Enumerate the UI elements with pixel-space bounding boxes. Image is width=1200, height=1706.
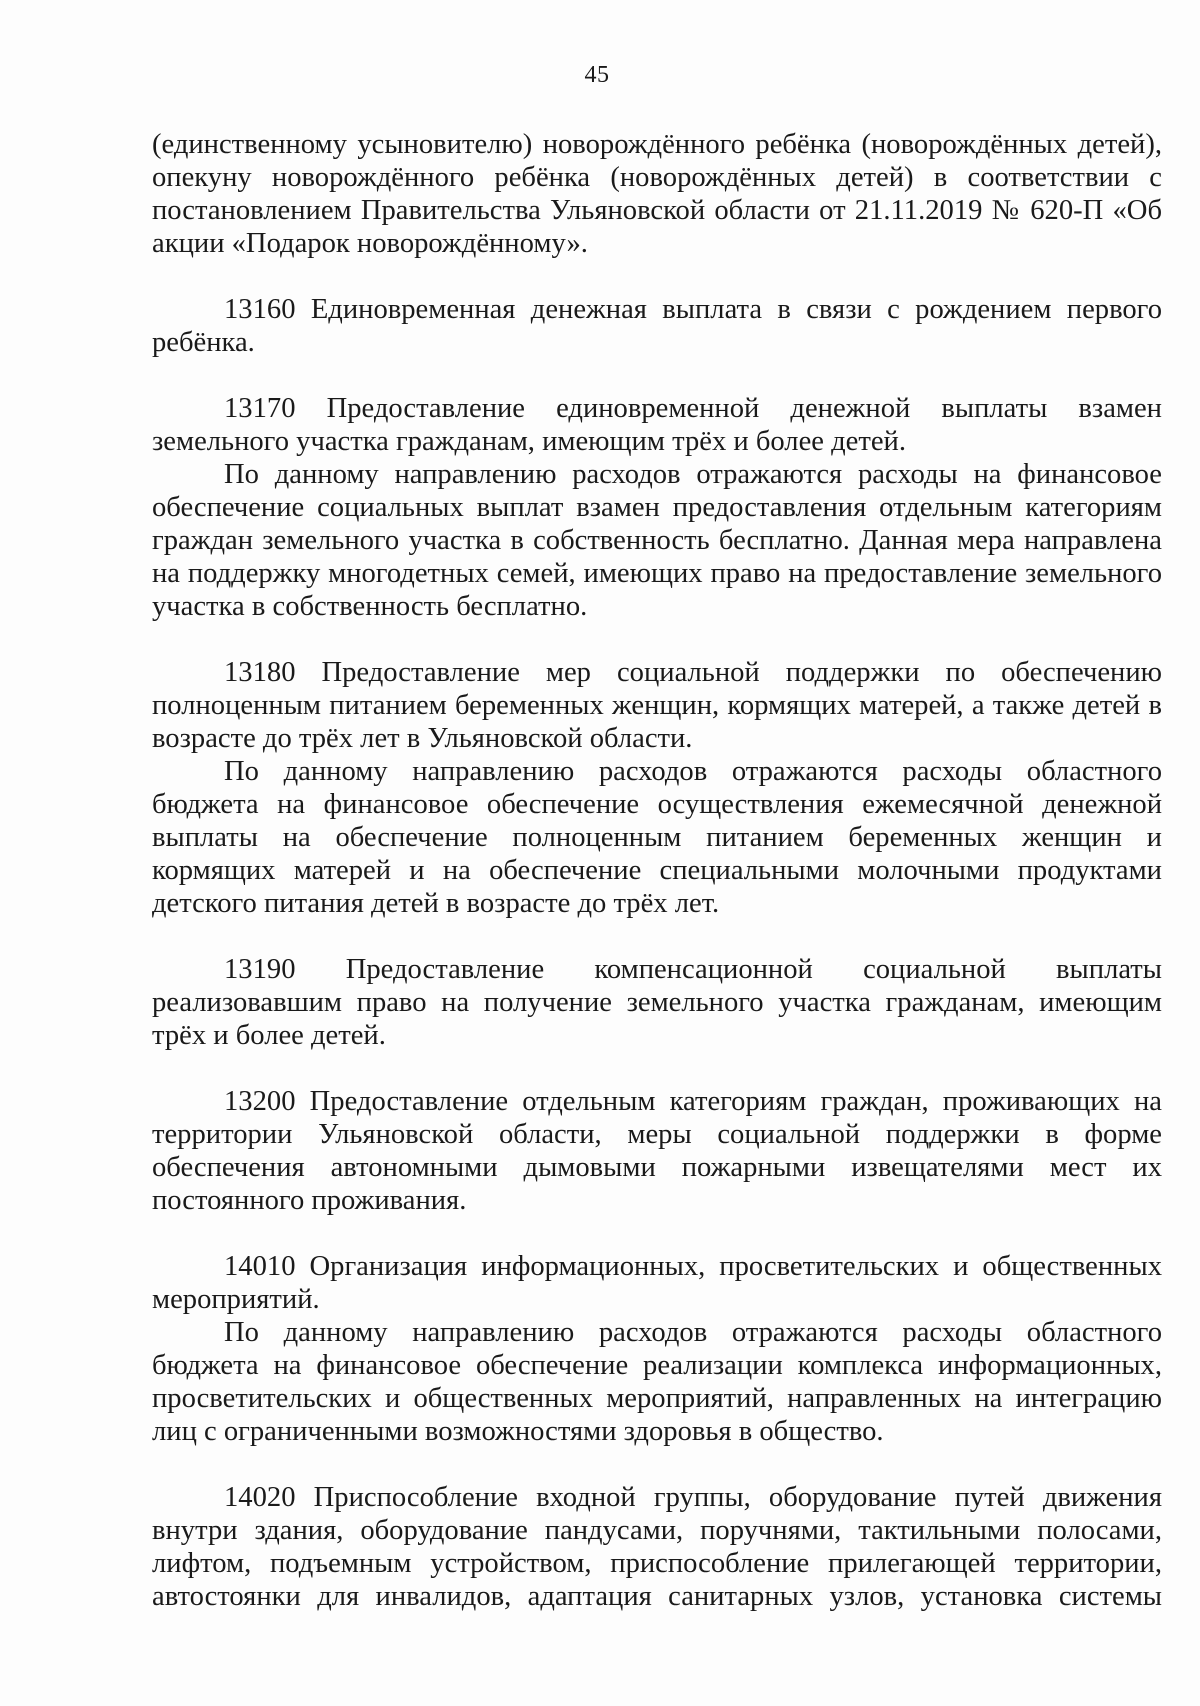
paragraph: (единственному усыновителю) новорождённого ребёнка (новорождённых детей), опекуну новорождённого ребёнка (новорождённых детей) в соответствии с постановлением Правительства Ульяновской области от 21.11.2019 № 620-П «Об акции «Подарок новорождённому». [152,129,1162,259]
paragraph: По данному направлению расходов отражаются расходы областного бюджета на финансовое обеспечение осуществления ежемесячной денежной выплаты на обеспечение полноценным питанием беременных женщин и кормящих матерей и на обеспечение специальными молочными продуктами детского питания детей в возрасте до трёх лет. [152,756,1162,919]
document-body [152,128,1162,1613]
paragraph-13200: 13200 Предоставление отдельным категориям граждан, проживающих на территории Ульяновской области, меры социальной поддержки в форме обеспечения автономными дымовыми пожарными извещателями мест их постоянного проживания. [152,1086,1162,1216]
paragraph-13180: 13180 Предоставление мер социальной поддержки по обеспечению полноценным питанием беременных женщин, кормящих матерей, а также детей в возрасте до трёх лет в Ульяновской области. [152,657,1162,754]
paragraph: По данному направлению расходов отражаются расходы на финансовое обеспечение социальных выплат взамен предоставления отдельным категориям граждан земельного участка в собственность бесплатно. Данная мера направлена на поддержку многодетных семей, имеющих право на предоставление земельного участка в собственность бесплатно. [152,459,1162,622]
page-number: 45 [584,62,610,88]
paragraph: По данному направлению расходов отражаются расходы областного бюджета на финансовое обеспечение реализации комплекса информационных, просветительских и общественных мероприятий, направленных на интеграцию лиц с ограниченными возможностями здоровья в общество. [152,1317,1162,1447]
paragraph-13160: 13160 Единовременная денежная выплата в связи с рождением первого ребёнка. [152,294,1162,358]
paragraph-13190: 13190 Предоставление компенсационной социальной выплаты реализовавшим право на получение земельного участка гражданам, имеющим трёх и более детей. [152,954,1162,1051]
paragraph-14020: 14020 Приспособление входной группы, оборудование путей движения внутри здания, оборудование пандусами, поручнями, тактильными полосами, лифтом, подъемным устройством, приспособление прилегающей территории, автостоянки для инвалидов, адаптация санитарных узлов, установка системы [152,1482,1162,1612]
paragraph-13170: 13170 Предоставление единовременной денежной выплаты взамен земельного участка гражданам, имеющим трёх и более детей. [152,393,1162,457]
paragraph-14010: 14010 Организация информационных, просветительских и общественных мероприятий. [152,1251,1162,1315]
